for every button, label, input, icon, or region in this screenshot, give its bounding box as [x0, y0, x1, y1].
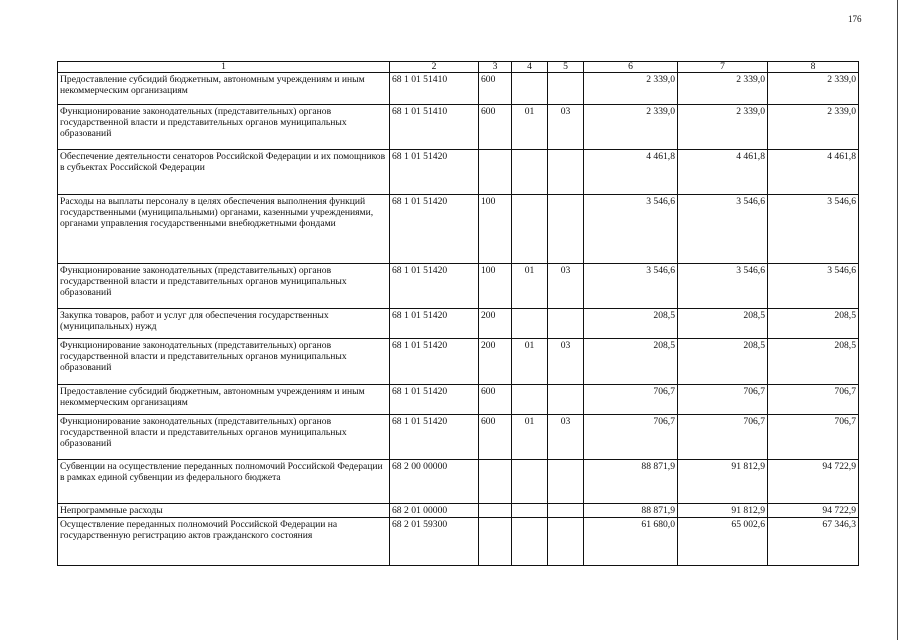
row-name: Функционирование законодательных (представительных) органов государственной власти и представительных органов муниципальных образований: [58, 415, 390, 460]
row-subsection: [548, 195, 584, 264]
row-amount-col8: 208,5: [768, 339, 859, 385]
row-amount-col7: 3 546,6: [678, 195, 768, 264]
row-name: Функционирование законодательных (представительных) органов государственной власти и представительных органов муниципальных образований: [58, 264, 390, 309]
row-section: [512, 309, 548, 339]
row-amount-col7: 706,7: [678, 385, 768, 415]
row-code: 68 1 01 51420: [390, 385, 479, 415]
column-header: 5: [548, 62, 584, 73]
row-code: 68 1 01 51410: [390, 105, 479, 150]
row-amount-col8: 706,7: [768, 385, 859, 415]
row-subsection: [548, 460, 584, 504]
row-amount-col6: 88 871,9: [584, 460, 678, 504]
row-code: 68 2 01 00000: [390, 504, 479, 518]
row-expense-type: 600: [479, 73, 512, 105]
row-section: [512, 195, 548, 264]
row-amount-col6: 2 339,0: [584, 73, 678, 105]
row-subsection: [548, 385, 584, 415]
row-name: Обеспечение деятельности сенаторов Российской Федерации и их помощников в субъектах Российской Федерации: [58, 150, 390, 195]
table-row: [58, 105, 859, 150]
row-name: Предоставление субсидий бюджетным, автономным учреждениям и иным некоммерческим организациям: [58, 385, 390, 415]
row-amount-col7: 2 339,0: [678, 105, 768, 150]
table-row: [58, 504, 859, 518]
row-amount-col7: 91 812,9: [678, 460, 768, 504]
row-amount-col8: 3 546,6: [768, 195, 859, 264]
row-expense-type: 600: [479, 415, 512, 460]
row-subsection: [548, 150, 584, 195]
column-header: 8: [768, 62, 859, 73]
row-amount-col6: 208,5: [584, 309, 678, 339]
row-section: [512, 460, 548, 504]
row-amount-col8: 67 346,3: [768, 518, 859, 566]
row-code: 68 1 01 51420: [390, 309, 479, 339]
row-subsection: 03: [548, 339, 584, 385]
row-expense-type: 200: [479, 339, 512, 385]
row-section: [512, 385, 548, 415]
row-expense-type: 600: [479, 385, 512, 415]
row-amount-col6: 3 546,6: [584, 195, 678, 264]
row-code: 68 1 01 51410: [390, 73, 479, 105]
table-row: [58, 73, 859, 105]
row-amount-col7: 2 339,0: [678, 73, 768, 105]
row-amount-col6: 2 339,0: [584, 105, 678, 150]
table-row: [58, 339, 859, 385]
row-name: Осуществление переданных полномочий Российской Федерации на государственную регистрацию актов гражданского состояния: [58, 518, 390, 566]
row-amount-col8: 4 461,8: [768, 150, 859, 195]
table-row: [58, 150, 859, 195]
column-header: 4: [512, 62, 548, 73]
row-subsection: [548, 309, 584, 339]
row-amount-col8: 2 339,0: [768, 105, 859, 150]
row-subsection: [548, 518, 584, 566]
table-row: [58, 195, 859, 264]
column-header: 3: [479, 62, 512, 73]
row-expense-type: 100: [479, 264, 512, 309]
row-amount-col7: 91 812,9: [678, 504, 768, 518]
row-amount-col8: 2 339,0: [768, 73, 859, 105]
row-amount-col7: 208,5: [678, 339, 768, 385]
row-code: 68 1 01 51420: [390, 339, 479, 385]
column-number-row: [58, 62, 859, 73]
row-code: 68 1 01 51420: [390, 150, 479, 195]
row-amount-col6: 4 461,8: [584, 150, 678, 195]
row-expense-type: [479, 460, 512, 504]
column-header: 6: [584, 62, 678, 73]
row-name: Закупка товаров, работ и услуг для обеспечения государственных (муниципальных) нужд: [58, 309, 390, 339]
row-expense-type: 600: [479, 105, 512, 150]
row-subsection: 03: [548, 105, 584, 150]
row-subsection: [548, 504, 584, 518]
column-header: 1: [58, 62, 390, 73]
row-section: 01: [512, 105, 548, 150]
row-amount-col8: 208,5: [768, 309, 859, 339]
row-amount-col6: 706,7: [584, 385, 678, 415]
row-section: [512, 150, 548, 195]
row-amount-col6: 208,5: [584, 339, 678, 385]
row-section: 01: [512, 415, 548, 460]
table-row: [58, 309, 859, 339]
row-amount-col6: 3 546,6: [584, 264, 678, 309]
row-expense-type: 100: [479, 195, 512, 264]
row-amount-col6: 61 680,0: [584, 518, 678, 566]
row-amount-col6: 706,7: [584, 415, 678, 460]
row-name: Функционирование законодательных (представительных) органов государственной власти и представительных органов муниципальных образований: [58, 339, 390, 385]
row-section: [512, 504, 548, 518]
row-amount-col7: 4 461,8: [678, 150, 768, 195]
row-expense-type: [479, 518, 512, 566]
table-row: [58, 264, 859, 309]
column-header: 7: [678, 62, 768, 73]
row-code: 68 1 01 51420: [390, 264, 479, 309]
row-amount-col7: 3 546,6: [678, 264, 768, 309]
row-name: Расходы на выплаты персоналу в целях обеспечения выполнения функций государственными (муниципальными) органами, казенными учреждениями, органами управления государственными внебюджетными фондами: [58, 195, 390, 264]
column-header: 2: [390, 62, 479, 73]
table-row: [58, 385, 859, 415]
row-amount-col6: 88 871,9: [584, 504, 678, 518]
row-name: Непрограммные расходы: [58, 504, 390, 518]
row-code: 68 2 00 00000: [390, 460, 479, 504]
row-amount-col7: 208,5: [678, 309, 768, 339]
row-section: 01: [512, 339, 548, 385]
row-section: [512, 73, 548, 105]
table-row: [58, 460, 859, 504]
row-amount-col8: 94 722,9: [768, 504, 859, 518]
row-code: 68 2 01 59300: [390, 518, 479, 566]
row-section: [512, 518, 548, 566]
row-amount-col8: 3 546,6: [768, 264, 859, 309]
page-number: 176: [848, 14, 862, 24]
row-name: Функционирование законодательных (представительных) органов государственной власти и представительных органов муниципальных образований: [58, 105, 390, 150]
row-expense-type: [479, 504, 512, 518]
row-subsection: [548, 73, 584, 105]
row-name: Субвенции на осуществление переданных полномочий Российской Федерации в рамках единой субвенции из федерального бюджета: [58, 460, 390, 504]
row-amount-col7: 706,7: [678, 415, 768, 460]
row-expense-type: 200: [479, 309, 512, 339]
row-amount-col8: 706,7: [768, 415, 859, 460]
row-subsection: 03: [548, 415, 584, 460]
row-subsection: 03: [548, 264, 584, 309]
table-row: [58, 518, 859, 566]
budget-table: [57, 61, 859, 566]
row-amount-col8: 94 722,9: [768, 460, 859, 504]
row-name: Предоставление субсидий бюджетным, автономным учреждениям и иным некоммерческим организациям: [58, 73, 390, 105]
row-amount-col7: 65 002,6: [678, 518, 768, 566]
row-code: 68 1 01 51420: [390, 195, 479, 264]
scan-edge-line: [897, 0, 898, 640]
row-section: 01: [512, 264, 548, 309]
row-expense-type: [479, 150, 512, 195]
table-row: [58, 415, 859, 460]
row-code: 68 1 01 51420: [390, 415, 479, 460]
